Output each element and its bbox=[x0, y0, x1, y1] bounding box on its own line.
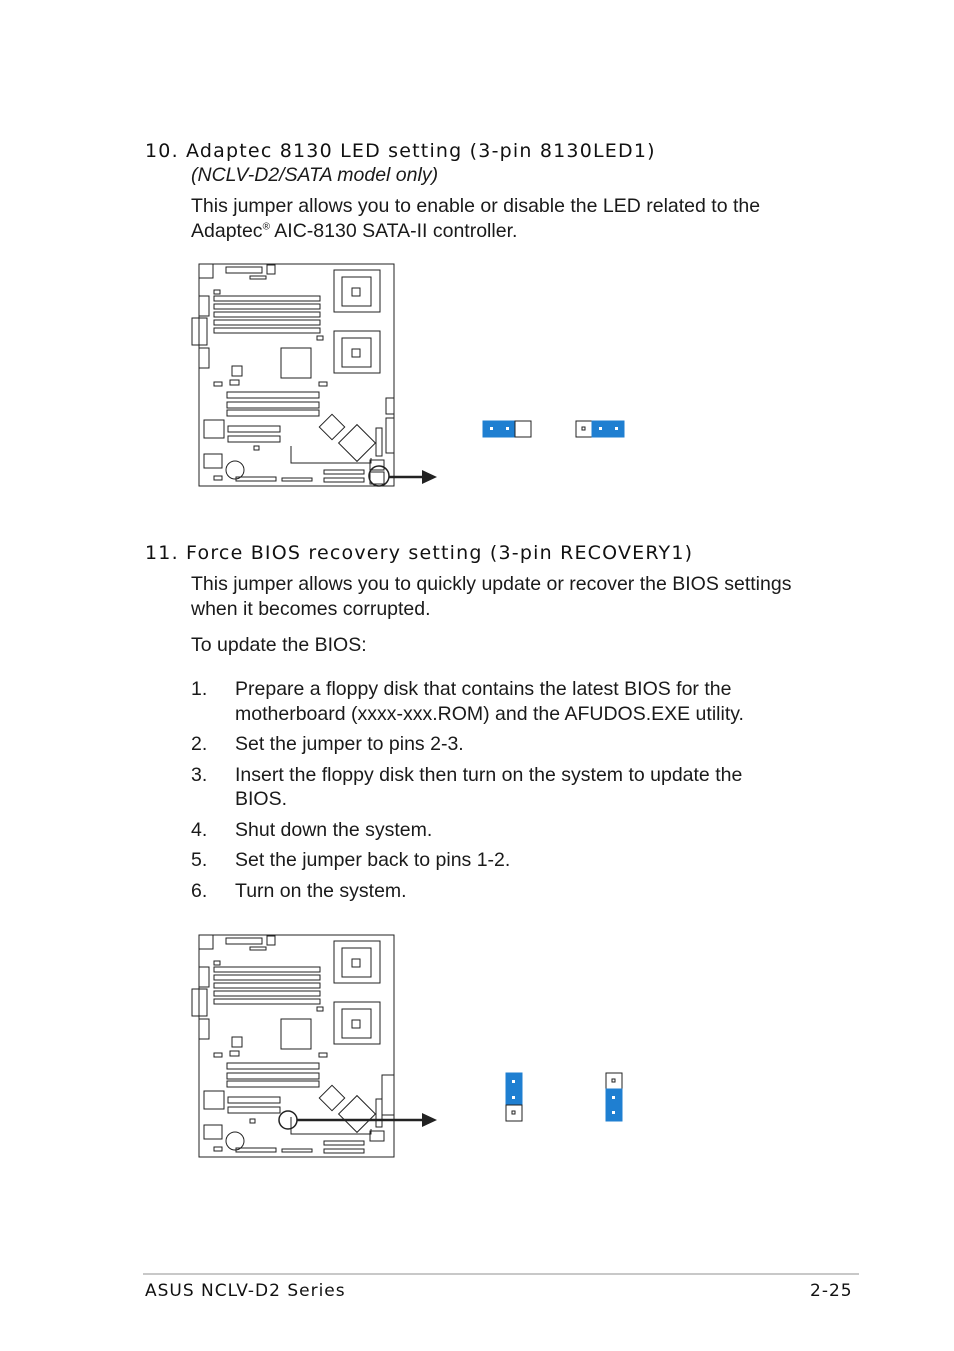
section-10-desc-line2: Adaptec® AIC-8130 SATA-II controller. bbox=[191, 219, 518, 242]
footer-divider bbox=[143, 1273, 859, 1275]
list-item: 1. Prepare a floppy disk that contains the latest BIOS for the motherboard (xxxx-xxx.ROM) and the AFUDOS.EXE utility. bbox=[191, 678, 744, 725]
section-10-heading: 10. Adaptec 8130 LED setting (3-pin 8130LED1) bbox=[145, 140, 656, 162]
list-item: 5. Set the jumper back to pins 1-2. bbox=[191, 849, 511, 871]
section-11-intro: To update the BIOS: bbox=[191, 634, 367, 656]
jumper-8130led1-setting-a bbox=[483, 421, 531, 437]
section-10-subtitle: (NCLV-D2/SATA model only) bbox=[191, 164, 439, 186]
section-10-description bbox=[191, 194, 831, 243]
jumper-recovery1-setting-b bbox=[606, 1073, 622, 1121]
motherboard-diagram-recovery1 bbox=[190, 929, 450, 1165]
jumper-8130led1-setting-b bbox=[576, 421, 624, 437]
jumper-8130led1-settings bbox=[480, 418, 630, 442]
jumper-recovery1-settings bbox=[500, 1070, 630, 1126]
footer-page-number: 2-25 bbox=[810, 1281, 853, 1301]
section-11-description bbox=[191, 572, 831, 621]
list-item: 2. Set the jumper to pins 2-3. bbox=[191, 733, 464, 755]
jumper-recovery1-setting-a bbox=[506, 1073, 522, 1121]
list-item: 3. Insert the floppy disk then turn on the system to update the BIOS. bbox=[191, 763, 743, 810]
list-item: 4. Shut down the system. bbox=[191, 818, 433, 841]
section-11-desc-line2: when it becomes corrupted. bbox=[191, 597, 431, 620]
bios-update-steps bbox=[191, 677, 831, 909]
section-11-heading: 11. Force BIOS recovery setting (3-pin RECOVERY1) bbox=[145, 542, 694, 564]
section-11-desc-line1: This jumper allows you to quickly update or recover the BIOS settings bbox=[191, 573, 792, 595]
motherboard-diagram-8130led1 bbox=[190, 258, 450, 494]
list-item: 6. Turn on the system. bbox=[191, 879, 407, 902]
section-10-desc-line1: This jumper allows you to enable or disable the LED related to the bbox=[191, 195, 761, 217]
footer-product-name: ASUS NCLV-D2 Series bbox=[145, 1281, 346, 1301]
